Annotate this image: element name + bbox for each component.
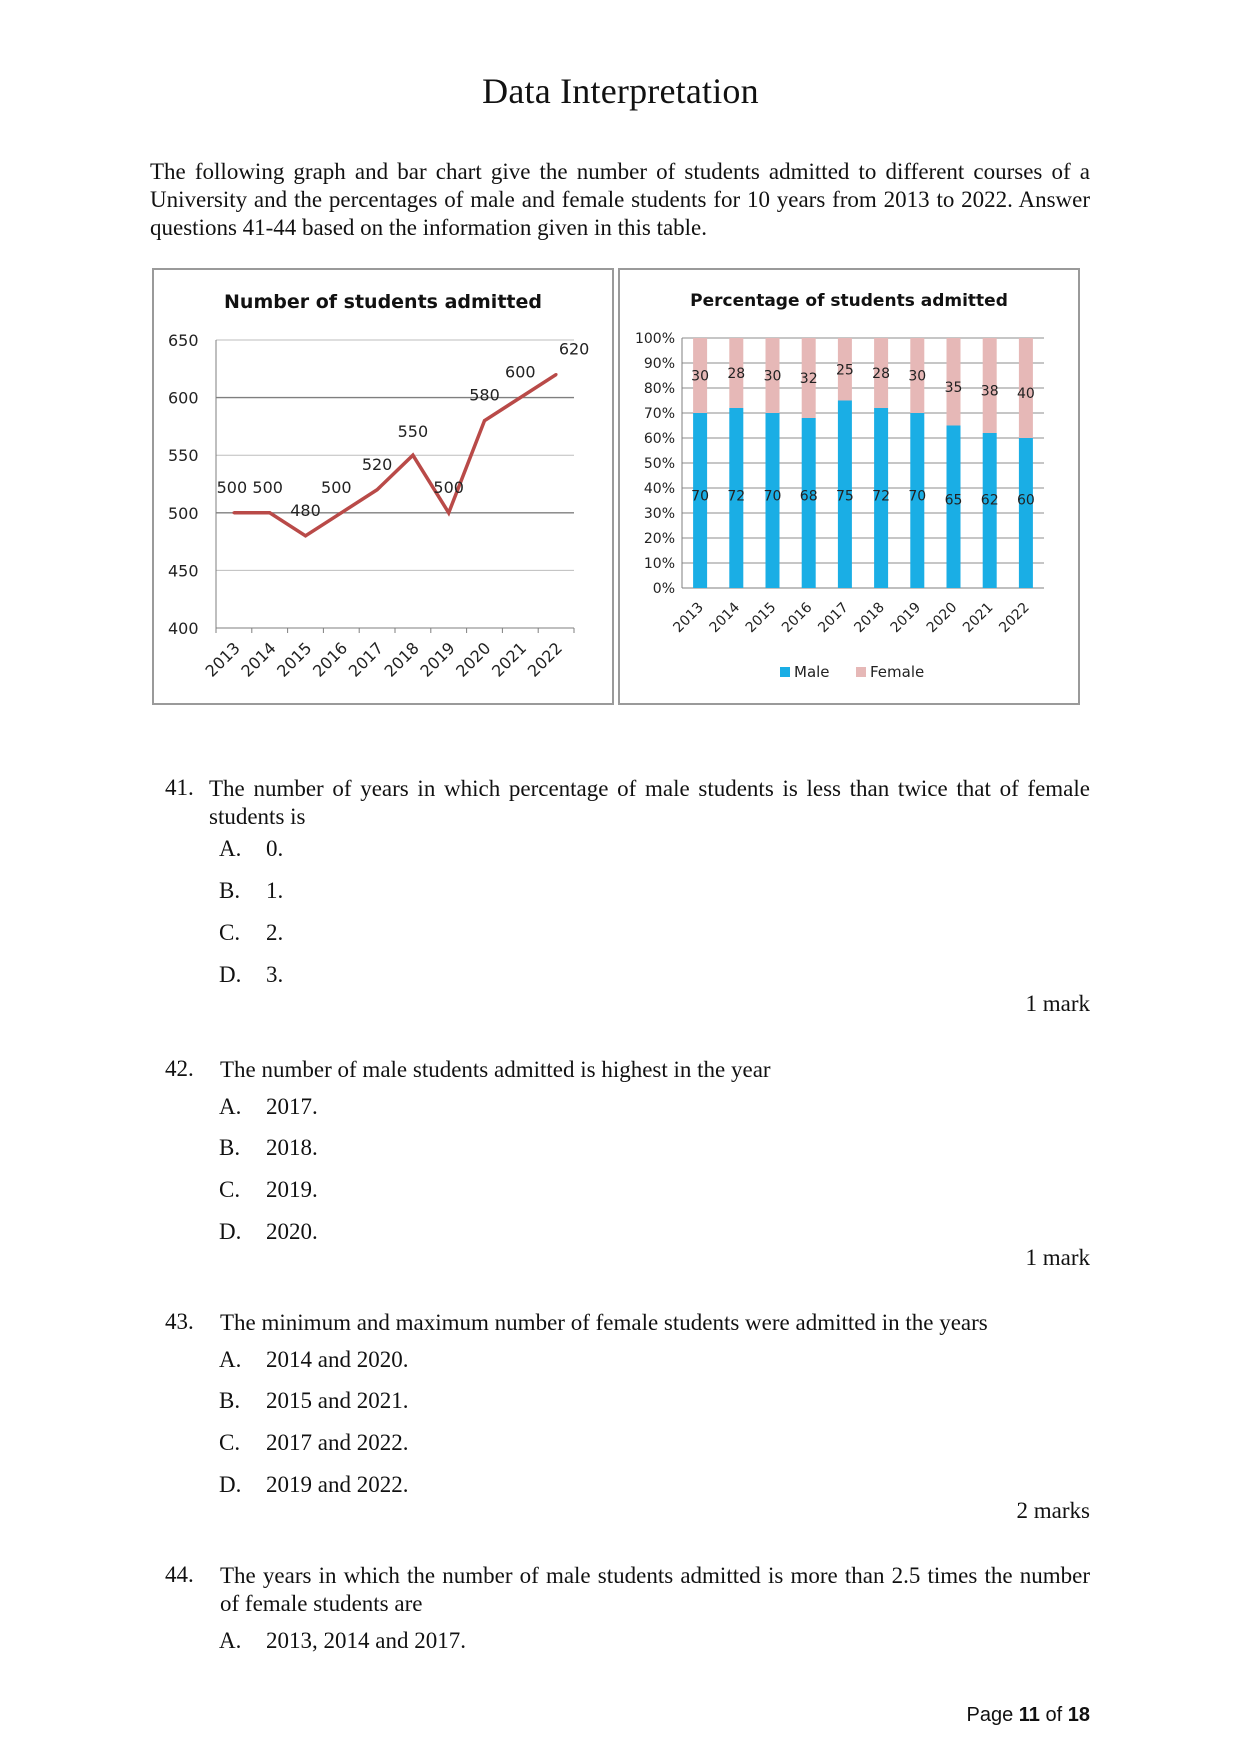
y-tick-label: 550 (168, 446, 199, 466)
data-label-female: 38 (980, 383, 999, 400)
data-label-female: 40 (1016, 386, 1035, 402)
x-tick-label: 2013 (670, 599, 707, 637)
data-point (483, 419, 486, 422)
y-tick-label: 60% (643, 431, 675, 447)
y-tick-label: 650 (168, 331, 199, 350)
question-text: The number of years in which percentage of male students is less than twice that of female students is (209, 776, 1090, 829)
option-letter: D. (219, 962, 242, 987)
x-tick-label: 2014 (706, 599, 744, 637)
line-chart (154, 270, 612, 703)
y-tick-label: 30% (643, 506, 675, 522)
x-tick-label: 2019 (887, 599, 925, 637)
legend-label-female: Female (870, 663, 925, 681)
option-letter: D. (219, 1219, 242, 1244)
option-letter: C. (219, 920, 241, 945)
data-label: 480 (290, 500, 321, 520)
page-total: 18 (1067, 1704, 1090, 1726)
y-tick-label: 450 (168, 561, 199, 581)
data-label: 620 (558, 339, 590, 359)
page-title: Data Interpretation (482, 71, 759, 111)
data-label-female: 30 (691, 368, 710, 385)
data-label-female: 32 (799, 371, 818, 387)
x-tick-label: 2018 (851, 599, 888, 637)
data-label: 550 (397, 422, 429, 442)
page-label: Page (966, 1704, 1014, 1726)
option-letter: B. (219, 878, 241, 903)
option-text: 0. (266, 836, 284, 861)
option-text: 2013, 2014 and 2017. (266, 1628, 466, 1653)
option-letter: B. (219, 1388, 241, 1413)
y-tick-label: 400 (168, 619, 199, 638)
x-tick-label: 2021 (487, 638, 531, 681)
question-42-marks: 1 mark (1025, 1245, 1090, 1270)
option-text: 3. (266, 962, 284, 987)
data-label-male: 70 (908, 488, 927, 505)
x-tick-label: 2015 (742, 599, 780, 637)
stacked-bar-chart (620, 270, 1078, 703)
page-current: 11 (1018, 1704, 1040, 1726)
x-tick-label: 2016 (779, 599, 816, 637)
option-text: 2015 and 2021. (266, 1388, 409, 1413)
data-point (376, 488, 379, 491)
y-tick-label: 40% (643, 481, 675, 497)
y-tick-label: 600 (168, 388, 199, 408)
option-letter: D. (219, 1472, 242, 1497)
option-text: 2018. (266, 1135, 318, 1160)
option-letter: C. (219, 1177, 241, 1202)
option-letter: A. (219, 1094, 242, 1119)
question-number: 42. (165, 1056, 194, 1081)
y-tick-label: 50% (643, 456, 675, 472)
legend-label-male: Male (794, 663, 830, 681)
option-text: 2. (266, 920, 284, 945)
option-letter: A. (219, 1628, 242, 1653)
data-label-male: 65 (944, 492, 963, 509)
x-tick-label: 2021 (960, 599, 997, 637)
data-label-male: 60 (1016, 492, 1035, 509)
bar-chart-panel (618, 268, 1080, 705)
x-tick-label: 2017 (344, 638, 387, 681)
data-point (268, 511, 271, 514)
x-tick-label: 2020 (923, 599, 961, 637)
y-tick-label: 70% (643, 406, 675, 422)
option-letter: B. (219, 1135, 241, 1160)
data-label: 600 (505, 362, 536, 382)
question-text: The number of male students admitted is highest in the year (220, 1057, 771, 1082)
x-tick-label: 2018 (380, 638, 423, 681)
data-label: 580 (469, 385, 500, 405)
bar-male (980, 433, 999, 588)
option-letter: A. (219, 836, 242, 861)
data-label-female: 30 (763, 368, 782, 385)
question-number: 44. (165, 1562, 194, 1587)
option-text: 1. (266, 878, 284, 903)
data-point (447, 511, 450, 514)
question-43-marks: 2 marks (1016, 1498, 1090, 1523)
question-text: The minimum and maximum number of female students were admitted in the years (220, 1310, 988, 1335)
data-label-male: 62 (980, 492, 999, 509)
question-number: 41. (165, 775, 194, 800)
y-tick-label: 0% (652, 581, 675, 597)
data-label-male: 70 (763, 488, 782, 505)
y-tick-label: 20% (643, 531, 675, 547)
line-chart-panel (152, 268, 614, 705)
option-text: 2017. (266, 1094, 318, 1119)
data-point (304, 534, 307, 537)
question-41-marks: 1 mark (1025, 991, 1090, 1016)
chart-title: Number of students admitted (224, 291, 542, 313)
legend-swatch-female (856, 667, 866, 677)
x-tick-label: 2022 (996, 599, 1033, 637)
option-letter: C. (219, 1430, 241, 1455)
x-tick-label: 2015 (273, 638, 316, 681)
x-tick-label: 2014 (237, 638, 280, 681)
option-text: 2014 and 2020. (266, 1347, 409, 1372)
bar-male (1016, 438, 1035, 588)
y-tick-label: 500 (168, 503, 199, 523)
question-number: 43. (165, 1309, 194, 1334)
option-text: 2020. (266, 1219, 318, 1244)
page-footer (967, 1704, 1091, 1727)
data-label-female: 28 (727, 366, 746, 382)
option-letter: A. (219, 1347, 242, 1372)
intro-paragraph: The following graph and bar chart give the number of students admitted to different courses of a University and the percentages of male and female students for 10 years from 2013 to 2022. Answer questions 41-44 based on the information given in this table. (150, 159, 1090, 240)
data-label: 500 (216, 477, 248, 497)
x-tick-label: 2020 (452, 638, 495, 681)
data-label-female: 35 (944, 379, 963, 396)
option-text: 2019. (266, 1177, 318, 1202)
y-tick-label: 90% (643, 356, 675, 372)
data-label: 520 (361, 454, 393, 474)
data-label-male: 68 (799, 488, 818, 505)
data-label-male: 70 (691, 488, 710, 505)
x-tick-label: 2022 (523, 638, 566, 681)
option-text: 2019 and 2022. (266, 1472, 409, 1497)
data-point (411, 454, 414, 457)
data-label: 500 (433, 477, 464, 497)
data-point (340, 511, 343, 514)
data-label-female: 25 (835, 362, 854, 379)
data-label-male: 72 (872, 488, 891, 505)
chart-title: Percentage of students admitted (690, 291, 1008, 311)
y-tick-label: 10% (643, 556, 675, 572)
data-label-male: 72 (727, 488, 746, 505)
legend-swatch-male (780, 667, 790, 677)
x-tick-label: 2013 (201, 638, 244, 681)
x-tick-label: 2016 (308, 638, 352, 681)
data-label-female: 30 (908, 368, 927, 385)
y-tick-label: 100% (634, 331, 675, 347)
data-label-female: 28 (872, 366, 891, 382)
question-text: The years in which the number of male students admitted is more than 2.5 times the number of female students are (220, 1563, 1090, 1616)
data-label: 500 (321, 477, 352, 497)
y-tick-label: 80% (643, 381, 675, 397)
data-point (555, 373, 558, 376)
data-point (232, 511, 235, 514)
data-label-male: 75 (835, 488, 854, 505)
x-tick-label: 2019 (416, 638, 459, 681)
data-point (519, 396, 522, 399)
x-tick-label: 2017 (815, 599, 852, 637)
option-text: 2017 and 2022. (266, 1430, 409, 1455)
page-of-label: of (1045, 1704, 1063, 1726)
data-label: 500 (252, 477, 283, 497)
